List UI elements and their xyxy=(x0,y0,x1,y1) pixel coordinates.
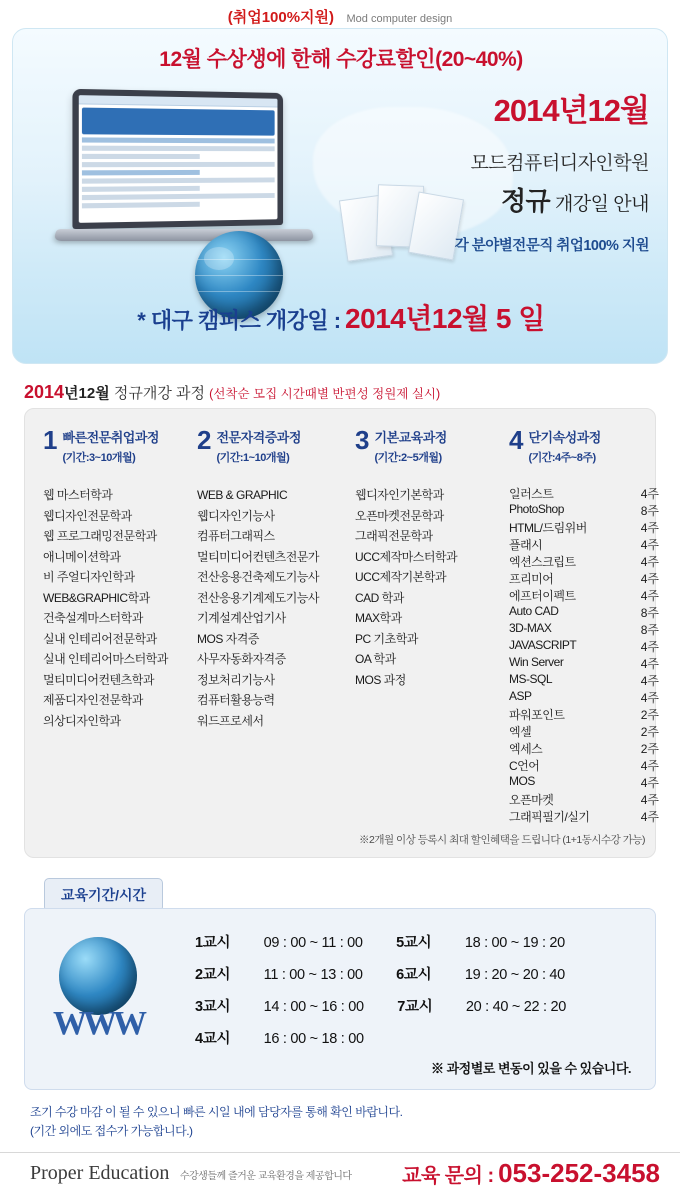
course-2-title: 전문자격증과정 xyxy=(216,430,301,445)
list-item xyxy=(509,740,659,757)
period-label: 6교시 xyxy=(396,967,432,983)
course-name: C언어 xyxy=(509,759,540,773)
course-name: PhotoShop xyxy=(509,502,564,516)
course-duration: 2주 xyxy=(640,742,659,756)
campus-label: * 대구 캠퍼스 개강일 : xyxy=(137,308,341,333)
course-1-list xyxy=(43,485,193,731)
table-row xyxy=(195,995,566,1016)
list-item xyxy=(509,689,659,706)
course-duration: 4주 xyxy=(640,572,659,586)
list-item: PC 기초학과 xyxy=(355,631,418,646)
hero-regular-big: 정규 xyxy=(500,186,551,216)
list-item: 의상디자인학과 xyxy=(43,713,121,728)
course-name: 파워포인트 xyxy=(509,708,565,722)
brand-name: Proper Education xyxy=(30,1162,170,1184)
list-item: 웹디자인전문학과 xyxy=(43,508,132,523)
list-item: OA 학과 xyxy=(355,652,396,666)
list-item: 정보처리기능사 xyxy=(197,672,275,687)
list-item: 비 주얼디자인학과 xyxy=(43,570,135,584)
course-name: HTML/드림위버 xyxy=(509,521,587,535)
course-duration: 4주 xyxy=(640,759,659,773)
list-item: MOS 과정 xyxy=(355,672,406,687)
course-duration: 8주 xyxy=(640,504,659,518)
list-item xyxy=(509,757,659,774)
contact-phone[interactable]: 053-252-3458 xyxy=(498,1158,660,1188)
list-item: WEB&GRAPHIC학과 xyxy=(43,590,150,605)
list-item xyxy=(509,519,659,536)
list-item: UCC제작기본학과 xyxy=(355,570,447,584)
table-row xyxy=(195,931,566,952)
hero-discount-title: 12월 수상생에 한해 수강료할인(20~40%) xyxy=(159,48,523,71)
schedule-rows xyxy=(195,931,566,1059)
footer-divider xyxy=(0,1152,680,1153)
list-item xyxy=(509,808,659,825)
course-3-title: 기본교육과정 xyxy=(374,430,447,445)
course-duration: 8주 xyxy=(640,623,659,637)
list-item xyxy=(509,723,659,740)
course-name: ASP xyxy=(509,689,532,703)
period-label: 7교시 xyxy=(397,999,433,1015)
list-item xyxy=(509,570,659,587)
list-item xyxy=(509,672,659,689)
course-name: MS-SQL xyxy=(509,672,553,686)
list-item xyxy=(509,655,659,672)
note-line-1: 조기 수강 마감 이 될 수 있으니 빠른 시일 내에 담당자를 통해 확인 바랍니다. xyxy=(30,1105,403,1119)
course-column-1-head xyxy=(43,427,193,479)
course-4-period: (기간:4주~8주) xyxy=(528,452,596,464)
list-item: 애니메이션학과 xyxy=(43,549,121,564)
course-duration: 2주 xyxy=(640,708,659,722)
laptop-screen-icon xyxy=(72,89,283,229)
course-name: 그래픽필기/실기 xyxy=(509,810,590,824)
heading-month: 년12월 xyxy=(64,385,110,402)
list-item: 워드프로세서 xyxy=(197,713,264,728)
list-item: CAD 학과 xyxy=(355,590,404,605)
globe-icon xyxy=(59,937,137,1015)
course-name: 플래시 xyxy=(509,538,543,552)
course-duration: 4주 xyxy=(640,538,659,552)
course-1-title: 빠른전문취업과정 xyxy=(62,430,159,445)
list-item xyxy=(509,774,659,791)
list-item: 멀티미디어컨텐츠학과 xyxy=(43,672,154,687)
list-item xyxy=(509,485,659,502)
course-column-1 xyxy=(43,427,193,731)
list-item: 멀티미디어컨텐츠전문가 xyxy=(197,549,320,564)
list-item: WEB & GRAPHIC xyxy=(197,488,288,502)
courses-panel xyxy=(24,408,659,858)
list-item xyxy=(509,502,659,519)
list-item: UCC제작마스터학과 xyxy=(355,549,458,564)
list-item: 오픈마켓전문학과 xyxy=(355,508,444,523)
course-duration: 4주 xyxy=(640,640,659,654)
course-2-period: (기간:1~10개월) xyxy=(216,452,290,464)
period-label: 3교시 xyxy=(195,999,231,1015)
footer-contact xyxy=(402,1158,660,1189)
course-3-period: (기간:2~5개월) xyxy=(374,452,442,464)
course-name: 3D-MAX xyxy=(509,621,552,635)
list-item xyxy=(509,536,659,553)
course-4-number: 4 xyxy=(509,425,524,455)
period-time: 16 : 00 ~ 18 : 00 xyxy=(263,1031,364,1047)
list-item: 웹디자인기능사 xyxy=(197,508,275,523)
list-item: 건축설계마스터학과 xyxy=(43,611,143,625)
course-column-2-head xyxy=(197,427,347,479)
course-2-number: 2 xyxy=(197,425,212,455)
list-item: 전산응용건축제도기능사 xyxy=(197,570,320,584)
period-label: 1교시 xyxy=(195,935,231,951)
campus-date: 2014년12월 5 일 xyxy=(345,303,545,334)
schedule-tab-label: 교육기간/시간 xyxy=(44,878,163,912)
heading-text: 정규개강 과정 xyxy=(109,385,210,402)
course-duration: 4주 xyxy=(640,521,659,535)
hero-panel xyxy=(12,28,668,364)
laptop-base-icon xyxy=(53,229,314,241)
period-label: 4교시 xyxy=(195,1031,231,1047)
period-label: 2교시 xyxy=(195,967,231,983)
schedule-footnote: ※ 과정별로 변동이 있을 수 있습니다. xyxy=(431,1061,631,1076)
course-4-title: 단기속성과정 xyxy=(528,430,601,445)
list-item: 그래픽전문학과 xyxy=(355,529,433,543)
list-item: 웹디자인기본학과 xyxy=(355,488,444,502)
list-item: 컴퓨터활용능력 xyxy=(197,693,275,707)
course-column-3-head xyxy=(355,427,505,479)
course-name: JAVASCRIPT xyxy=(509,638,577,652)
heading-note: (선착순 모집 시간때별 반편성 정원제 실시) xyxy=(209,387,441,401)
courses-section-heading xyxy=(24,382,664,403)
note-line-2: (기간 외에도 접수가 가능합니다.) xyxy=(30,1124,193,1138)
course-duration: 4주 xyxy=(640,674,659,688)
list-item: 웹 마스터학과 xyxy=(43,488,113,502)
course-3-number: 3 xyxy=(355,425,370,455)
list-item xyxy=(509,587,659,604)
course-duration: 4주 xyxy=(640,555,659,569)
list-item xyxy=(509,553,659,570)
employment-label: (취업100%지원) xyxy=(227,9,335,26)
course-3-list xyxy=(355,485,505,690)
period-time: 19 : 20 ~ 20 : 40 xyxy=(464,967,565,983)
course-name: 에프터이펙트 xyxy=(509,589,576,603)
period-time: 20 : 40 ~ 22 : 20 xyxy=(465,999,567,1015)
hero-academy-name: 모드컴퓨터디자인학원 xyxy=(470,153,649,174)
course-column-4-head xyxy=(509,427,659,479)
list-item: 실내 인테리어마스터학과 xyxy=(43,652,168,666)
laptop-illustration xyxy=(47,81,347,311)
course-name: 엑셀 xyxy=(509,725,532,739)
course-name: 프리미어 xyxy=(509,572,554,586)
list-item xyxy=(509,791,659,808)
course-duration: 4주 xyxy=(640,793,659,807)
list-item: 전산응용기계제도기능사 xyxy=(197,590,320,605)
period-time: 14 : 00 ~ 16 : 00 xyxy=(263,999,364,1015)
hero-subtitle: 각 분야별전문직 취업100% 지원 xyxy=(454,238,649,254)
heading-year: 2014 xyxy=(24,382,65,402)
contact-label: 교육 문의 : xyxy=(402,1165,494,1187)
course-name: 오픈마켓 xyxy=(509,793,554,807)
course-duration: 4주 xyxy=(640,657,659,671)
list-item: 실내 인테리어전문학과 xyxy=(43,631,157,646)
course-name: 엑세스 xyxy=(509,742,543,756)
course-duration: 4주 xyxy=(640,810,659,824)
discount-note: ※2개월 이상 등록시 최대 할인혜택을 드립니다 (1+1동시수강 가능) xyxy=(359,834,645,846)
list-item xyxy=(509,638,659,655)
hero-text-block xyxy=(329,85,649,255)
course-duration: 2주 xyxy=(640,725,659,739)
list-item: MAX학과 xyxy=(355,611,402,625)
period-label: 5교시 xyxy=(396,935,432,951)
course-2-list xyxy=(197,485,347,731)
course-duration: 4주 xyxy=(640,487,659,501)
course-1-number: 1 xyxy=(43,425,58,455)
period-time: 11 : 00 ~ 13 : 00 xyxy=(263,967,363,983)
course-column-3 xyxy=(355,427,505,690)
list-item xyxy=(509,706,659,723)
course-column-2 xyxy=(197,427,347,731)
list-item: 컴퓨터그래픽스 xyxy=(197,529,275,543)
course-duration: 8주 xyxy=(640,606,659,620)
course-name: MOS xyxy=(509,774,535,788)
course-duration: 4주 xyxy=(640,691,659,705)
footer-brand xyxy=(30,1162,352,1185)
course-1-period: (기간:3~10개월) xyxy=(62,452,136,464)
hero-regular-rest: 개강일 안내 xyxy=(550,194,649,215)
list-item xyxy=(509,621,659,638)
course-name: Auto CAD xyxy=(509,604,559,618)
course-name: Win Server xyxy=(509,655,564,669)
course-duration: 4주 xyxy=(640,589,659,603)
schedule-panel xyxy=(24,908,656,1090)
course-name: 일러스트 xyxy=(509,487,554,501)
top-banner xyxy=(0,6,680,27)
table-row xyxy=(195,963,566,984)
bottom-notes xyxy=(30,1103,650,1141)
period-time: 09 : 00 ~ 11 : 00 xyxy=(263,935,363,951)
hero-regular-opening xyxy=(329,181,649,218)
list-item: 제품디자인전문학과 xyxy=(43,693,143,707)
course-4-list xyxy=(509,485,659,825)
campus-open-date-band xyxy=(13,297,668,337)
brand-eng-label: Mod computer design xyxy=(346,13,453,25)
brand-tagline: 수강생들께 즐거운 교육환경을 제공합니다 xyxy=(179,1171,352,1182)
course-name: 엑션스크립트 xyxy=(509,555,576,569)
period-time: 18 : 00 ~ 19 : 20 xyxy=(464,935,565,951)
www-logo: WWW xyxy=(53,1005,143,1042)
table-row xyxy=(195,1027,566,1048)
list-item: MOS 자격증 xyxy=(197,631,259,646)
list-item: 웹 프로그래밍전문학과 xyxy=(43,529,157,543)
list-item: 사무자동화자격증 xyxy=(197,652,286,666)
course-duration: 4주 xyxy=(640,776,659,790)
course-column-4 xyxy=(509,427,659,825)
list-item: 기계설계산업기사 xyxy=(197,611,286,625)
hero-year-month: 2014년12월 xyxy=(493,93,649,128)
list-item xyxy=(509,604,659,621)
